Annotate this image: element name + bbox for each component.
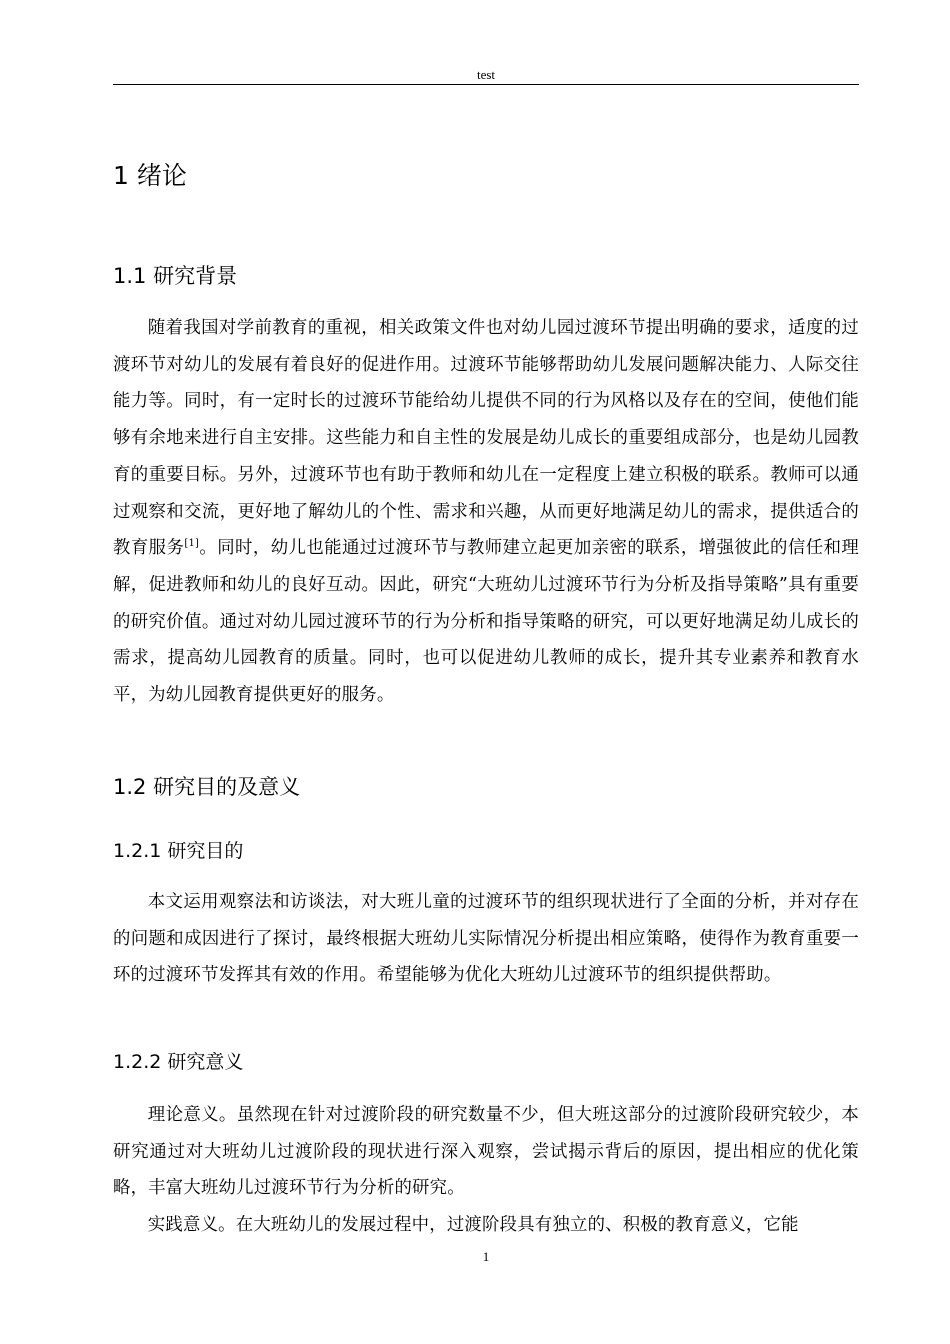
page-header: test: [476, 67, 496, 82]
citation-ref: [1]: [184, 538, 200, 550]
subsection-title-1-2-2: 1.2.2 研究意义: [113, 1051, 244, 1073]
header-rule: [113, 84, 859, 85]
paragraph-theory-significance: 理论意义。虽然现在针对过渡阶段的研究数量不少，但大班这部分的过渡阶段研究较少，本研究通过对大班幼儿过渡阶段的现状进行深入观察，尝试揭示背后的原因，提出相应的优化策略，丰富大班幼儿过渡环节行为分析的研究。: [113, 1105, 859, 1199]
subsection-title-1-2-1: 1.2.1 研究目的: [113, 840, 244, 862]
paragraph-practice-significance: 实践意义。在大班幼儿的发展过程中，过渡阶段具有独立的、积极的教育意义，它能: [147, 1215, 799, 1235]
paragraph-background-part-b: 。同时，幼儿也能通过过渡环节与教师建立起更加亲密的联系，增强彼此的信任和理解，促进教师和幼儿的良好互动。因此，研究“大班幼儿过渡环节行为分析及指导策略”具有重要的研究价值。通过对幼儿园过渡环节的行为分析和指导策略的研究，可以更好地满足幼儿成长的需求，提高幼儿园教育的质量。同时，也可以促进幼儿教师的成长，提升其专业素养和教育水平，为幼儿园教育提供更好的服务。: [113, 538, 859, 706]
chapter-title: 1 绪论: [113, 161, 187, 190]
section-title-1-1: 1.1 研究背景: [113, 264, 238, 288]
section-title-1-2: 1.2 研究目的及意义: [113, 775, 301, 799]
page-number: 1: [482, 1249, 490, 1264]
paragraph-background: [113, 310, 859, 714]
paragraph-purpose: 本文运用观察法和访谈法，对大班儿童的过渡环节的组织现状进行了全面的分析，并对存在的问题和成因进行了探讨，最终根据大班幼儿实际情况分析提出相应策略，使得作为教育重要一环的过渡环节发挥其有效的作用。希望能够为优化大班幼儿过渡环节的组织提供帮助。: [113, 892, 859, 986]
paragraph-background-part-a: 随着我国对学前教育的重视，相关政策文件也对幼儿园过渡环节提出明确的要求，适度的过渡环节对幼儿的发展有着良好的促进作用。过渡环节能够帮助幼儿发展问题解决能力、人际交往能力等。同时，有一定时长的过渡环节能给幼儿提供不同的行为风格以及存在的空间，使他们能够有余地来进行自主安排。这些能力和自主性的发展是幼儿成长的重要组成部分，也是幼儿园教育的重要目标。另外，过渡环节也有助于教师和幼儿在一定程度上建立积极的联系。教师可以通过观察和交流，更好地了解幼儿的个性、需求和兴趣，从而更好地满足幼儿的需求，提供适合的教育服务: [113, 318, 859, 559]
